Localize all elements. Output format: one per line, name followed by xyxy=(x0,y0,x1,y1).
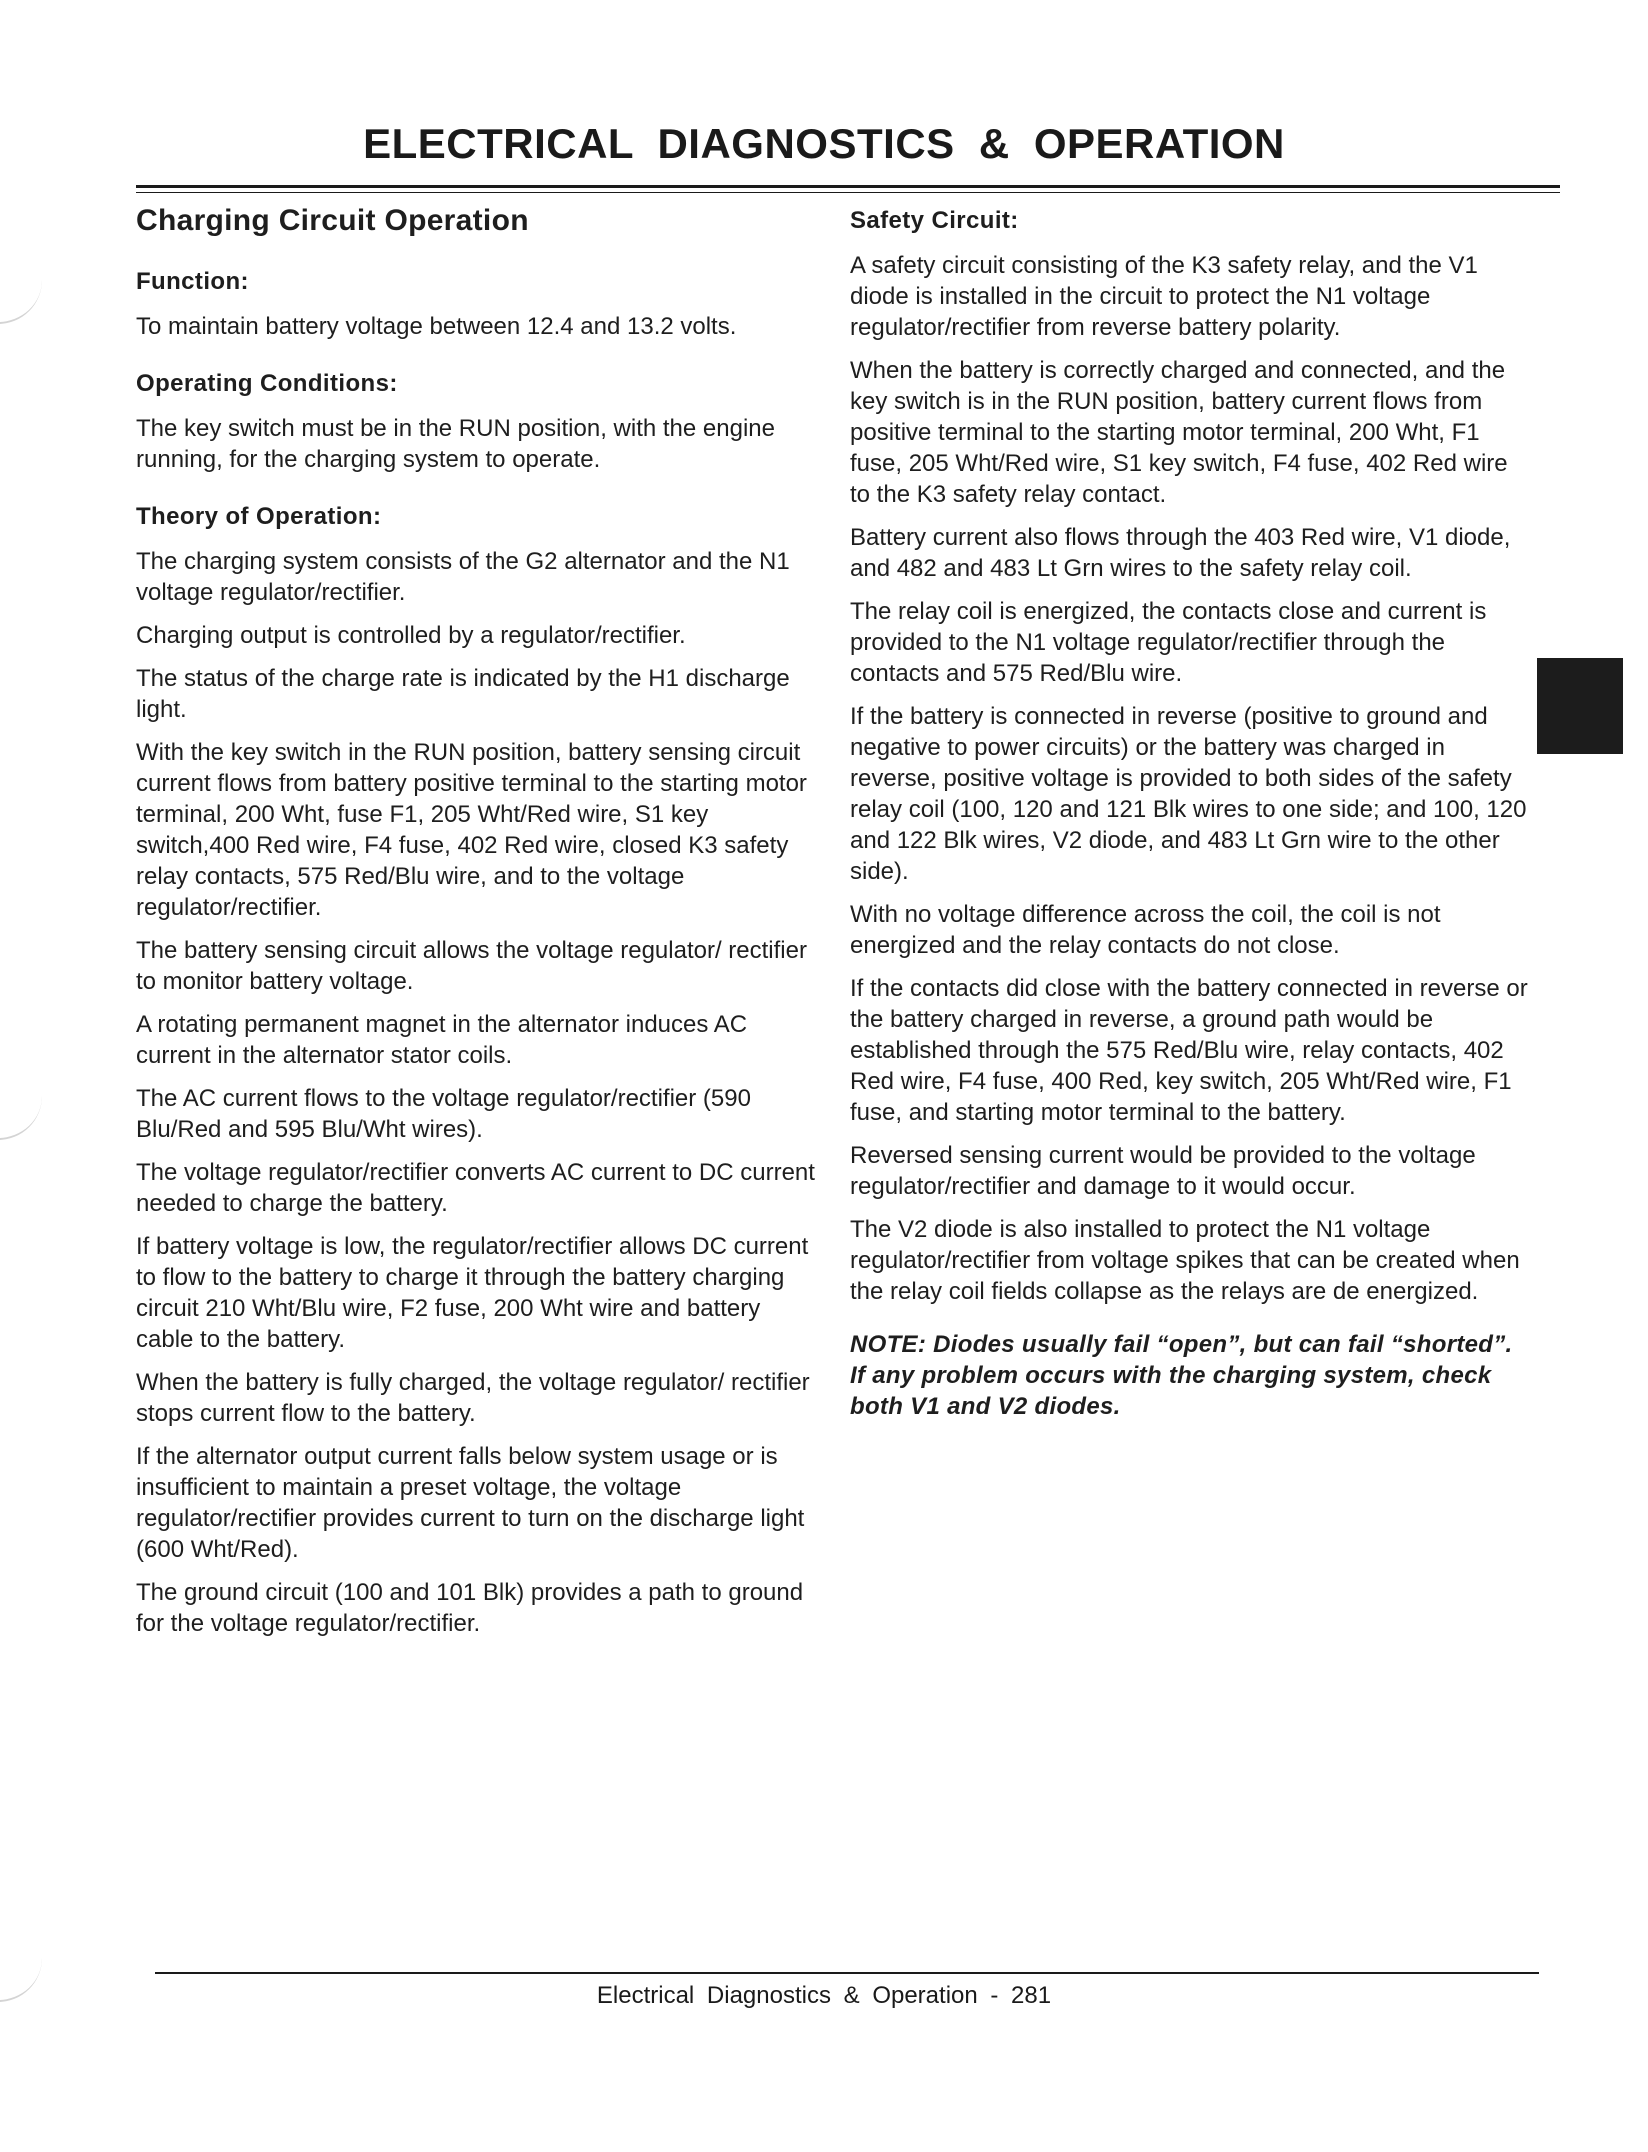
section-title: Charging Circuit Operation xyxy=(136,204,529,237)
theory-heading: Theory of Operation: xyxy=(136,503,382,530)
theory-paragraph: The status of the charge rate is indicated by the H1 discharge light. xyxy=(136,665,790,723)
right-column xyxy=(850,205,1530,1434)
punch-hole-top xyxy=(0,236,42,324)
page-footer: Electrical Diagnostics & Operation - 281 xyxy=(596,1982,1052,2009)
safety-paragraph: With no voltage difference across the coil, the coil is not energized and the relay contacts do not close. xyxy=(850,901,1441,959)
left-column xyxy=(136,205,816,1651)
function-text: To maintain battery voltage between 12.4 and 13.2 volts. xyxy=(136,313,737,340)
footer-rule xyxy=(155,1972,1539,1974)
header-rule-thin xyxy=(136,192,1560,193)
page-title: ELECTRICAL DIAGNOSTICS & OPERATION xyxy=(363,120,1285,167)
safety-paragraph: Reversed sensing current would be provided to the voltage regulator/rectifier and damage to it would occur. xyxy=(850,1142,1476,1200)
safety-paragraph: When the battery is correctly charged and connected, and the key switch is in the RUN position, battery current flows from positive terminal to the starting motor terminal, 200 Wht, F1 fuse, 205 Wht/Red wire, S1 key switch, F4 fuse, 402 Red wire to the K3 safety relay contact. xyxy=(850,357,1508,508)
theory-paragraph: When the battery is fully charged, the voltage regulator/ rectifier stops current flow to the battery. xyxy=(136,1369,810,1427)
conditions-text: The key switch must be in the RUN position, with the engine running, for the charging system to operate. xyxy=(136,415,775,473)
safety-paragraph: If the contacts did close with the battery connected in reverse or the battery charged in reverse, a ground path would be established through the 575 Red/Blu wire, relay contacts, 402 Red wire, F4 fuse, 400 Red, key switch, 205 Wht/Red wire, F1 fuse, and starting motor terminal to the battery. xyxy=(850,975,1528,1126)
theory-paragraph: If battery voltage is low, the regulator/rectifier allows DC current to flow to the battery to charge it through the battery charging circuit 210 Wht/Blu wire, F2 fuse, 200 Wht wire and battery cable to the battery. xyxy=(136,1233,809,1353)
theory-paragraph: The voltage regulator/rectifier converts AC current to DC current needed to charge the battery. xyxy=(136,1159,815,1217)
diode-note: NOTE: Diodes usually fail “open”, but can fail “shorted”. If any problem occurs with the charging system, check both V1 and V2 diodes. xyxy=(850,1331,1513,1420)
function-heading: Function: xyxy=(136,268,249,295)
theory-paragraph: The charging system consists of the G2 alternator and the N1 voltage regulator/rectifier. xyxy=(136,548,790,606)
theory-paragraph: If the alternator output current falls below system usage or is insufficient to maintain a preset voltage, the voltage regulator/rectifier provides current to turn on the discharge light (600 Wht/Red). xyxy=(136,1443,805,1563)
theory-paragraph: A rotating permanent magnet in the alternator induces AC current in the alternator stator coils. xyxy=(136,1011,748,1069)
theory-paragraph: With the key switch in the RUN position, battery sensing circuit current flows from battery positive terminal to the starting motor terminal, 200 Wht, fuse F1, 205 Wht/Red wire, S1 key switch,400 Red wire, F4 fuse, 402 Red wire, closed K3 safety relay contacts, 575 Red/Blu wire, and to the voltage regulator/rectifier. xyxy=(136,739,807,921)
theory-paragraph: The battery sensing circuit allows the voltage regulator/ rectifier to monitor battery voltage. xyxy=(136,937,807,995)
section-tab-marker xyxy=(1537,658,1623,754)
safety-paragraph: The relay coil is energized, the contacts close and current is provided to the N1 voltage regulator/rectifier through the contacts and 575 Red/Blu wire. xyxy=(850,598,1487,687)
punch-hole-middle xyxy=(0,1052,42,1140)
safety-paragraph: A safety circuit consisting of the K3 safety relay, and the V1 diode is installed in the circuit to protect the N1 voltage regulator/rectifier from reverse battery polarity. xyxy=(850,252,1478,341)
theory-paragraph: The AC current flows to the voltage regulator/rectifier (590 Blu/Red and 595 Blu/Wht wires). xyxy=(136,1085,751,1143)
theory-paragraph: Charging output is controlled by a regulator/rectifier. xyxy=(136,622,686,649)
safety-heading: Safety Circuit: xyxy=(850,207,1019,234)
safety-paragraph: Battery current also flows through the 403 Red wire, V1 diode, and 482 and 483 Lt Grn wires to the safety relay coil. xyxy=(850,524,1511,582)
conditions-heading: Operating Conditions: xyxy=(136,370,398,397)
header-rule-thick xyxy=(136,185,1560,188)
safety-paragraph: The V2 diode is also installed to protect the N1 voltage regulator/rectifier from voltage spikes that can be created when the relay coil fields collapse as the relays are de energized. xyxy=(850,1216,1520,1305)
theory-paragraph: The ground circuit (100 and 101 Blk) provides a path to ground for the voltage regulator/rectifier. xyxy=(136,1579,804,1637)
safety-paragraph: If the battery is connected in reverse (positive to ground and negative to power circuits) or the battery was charged in reverse, positive voltage is provided to both sides of the safety relay coil (100, 120 and 121 Blk wires to one side; and 100, 120 and 122 Blk wires, V2 diode, and 483 Lt Grn wire to the other side). xyxy=(850,703,1527,885)
